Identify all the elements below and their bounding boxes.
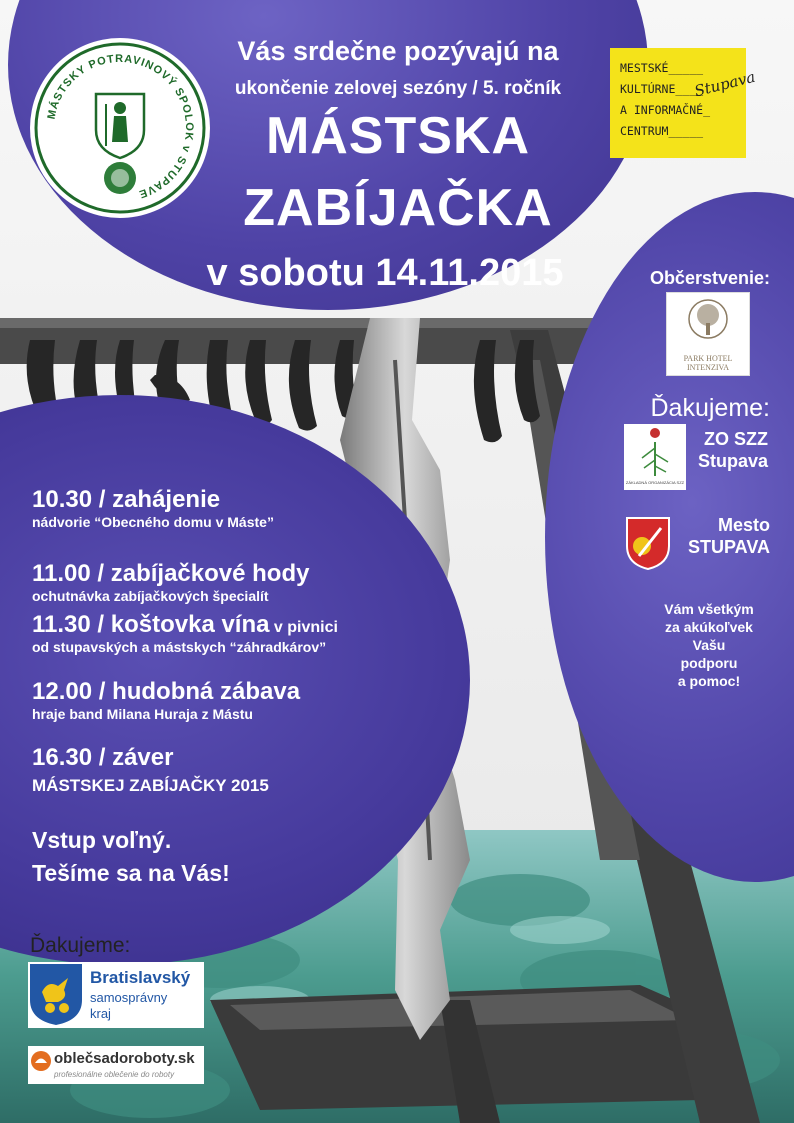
mesto-line2: STUPAVA [687,537,770,557]
entry-note [32,824,230,890]
program-item-title-suffix: v pivnici [269,619,338,636]
program-item [32,486,274,530]
helmet-icon [30,1050,52,1072]
invitation-line: Vás srdečne pozývajú na [237,36,559,66]
entry-line1: Vstup voľný. [32,827,172,853]
event-title-line1: MÁSTSKA [265,107,531,165]
obl-name: oblečsadoroboty.sk [54,1050,195,1067]
zo-szz-line1: ZO SZZ [704,429,768,449]
oblecsadoroboty-logo [28,1046,204,1084]
bsk-name-line2: samosprávny [90,990,168,1005]
zo-szz-label [688,428,768,472]
program-item [32,678,300,722]
program-item-title: 11.00 / zabíjačkové hody [32,560,310,587]
closing-line: Vám všetkým [664,601,754,617]
closing-line: podporu [680,655,738,671]
closing-thanks [600,600,770,690]
tree-icon [678,297,738,349]
closing-line: a pomoc! [677,673,741,689]
program-item-title: 11.30 / koštovka vína [32,611,270,638]
program-item-title: 16.30 / záver [32,744,174,771]
bsk-name-line3: kraj [90,1006,111,1021]
program-item-detail: ochutnávka zabíjačkových špecialít [32,588,269,604]
bsk-shield-icon [28,962,84,1026]
stupava-coat-of-arms-icon [625,516,671,570]
park-hotel-logo [666,292,750,376]
culture-center-logo [610,48,758,158]
bsk-name-line1: Bratislavský [90,968,191,987]
program-item-title: 10.30 / zahájenie [32,486,221,513]
zo-szz-line2: Stupava [697,451,768,471]
svg-text:MÁSTSKY POTRAVINOVÝ SPOLOK v S: MÁSTSKY POTRAVINOVÝ SPOLOK v STUPAVE [45,52,196,201]
program-item-detail: MÁSTSKEJ ZABÍJAČKY 2015 [32,776,269,795]
program-item [32,744,269,796]
thanks-label-bottom: Ďakujeme: [30,934,131,957]
obl-tagline: profesionálne oblečenie do roboty [54,1070,175,1079]
culture-center-script: Stupava [692,67,758,101]
culture-center-line: CENTRUM_____ [620,124,704,138]
program-item-title-wrap [32,611,338,639]
refreshment-label: Občerstvenie: [649,268,770,288]
hotel-name-line1: PARK HOTEL [683,354,733,363]
zo-szz-tree-icon [624,424,686,490]
program-item-detail: nádvorie “Obecného domu v Máste” [32,514,274,530]
season-line: ukončenie zelovej sezóny / 5. ročník [234,78,562,99]
thanks-label-right: Ďakujeme: [650,394,770,422]
hotel-name-line2: INTENZIVA [686,363,730,372]
entry-line2: Tešíme sa na Vás! [32,860,230,886]
culture-center-line: KULTÚRNE____ [620,82,704,96]
program-item-detail: hraje band Milana Huraja z Mástu [32,706,253,722]
event-date: v sobotu 14.11.2015 [206,252,564,294]
bsk-logo [28,962,204,1028]
mesto-line1: Mesto [717,515,770,535]
event-title-line2: ZABÍJAČKA [243,179,553,237]
closing-line: Vašu [692,637,726,653]
culture-center-line: MESTSKÉ_____ [620,61,704,75]
svg-text:ZÁKLADNÁ ORGANIZÁCIA SZZ: ZÁKLADNÁ ORGANIZÁCIA SZZ [625,480,685,485]
zo-szz-logo [624,424,686,490]
closing-line: za akúkoľvek [665,619,753,635]
program-item [32,611,338,655]
culture-center-line: A INFORMAČNÉ_ [620,103,711,117]
mesto-stupava-label [676,514,770,558]
program-item [32,560,309,604]
program-item-title: 12.00 / hudobná zábava [32,678,301,705]
program-item-detail: od stupavských a mástskych “záhradkárov” [32,639,327,655]
